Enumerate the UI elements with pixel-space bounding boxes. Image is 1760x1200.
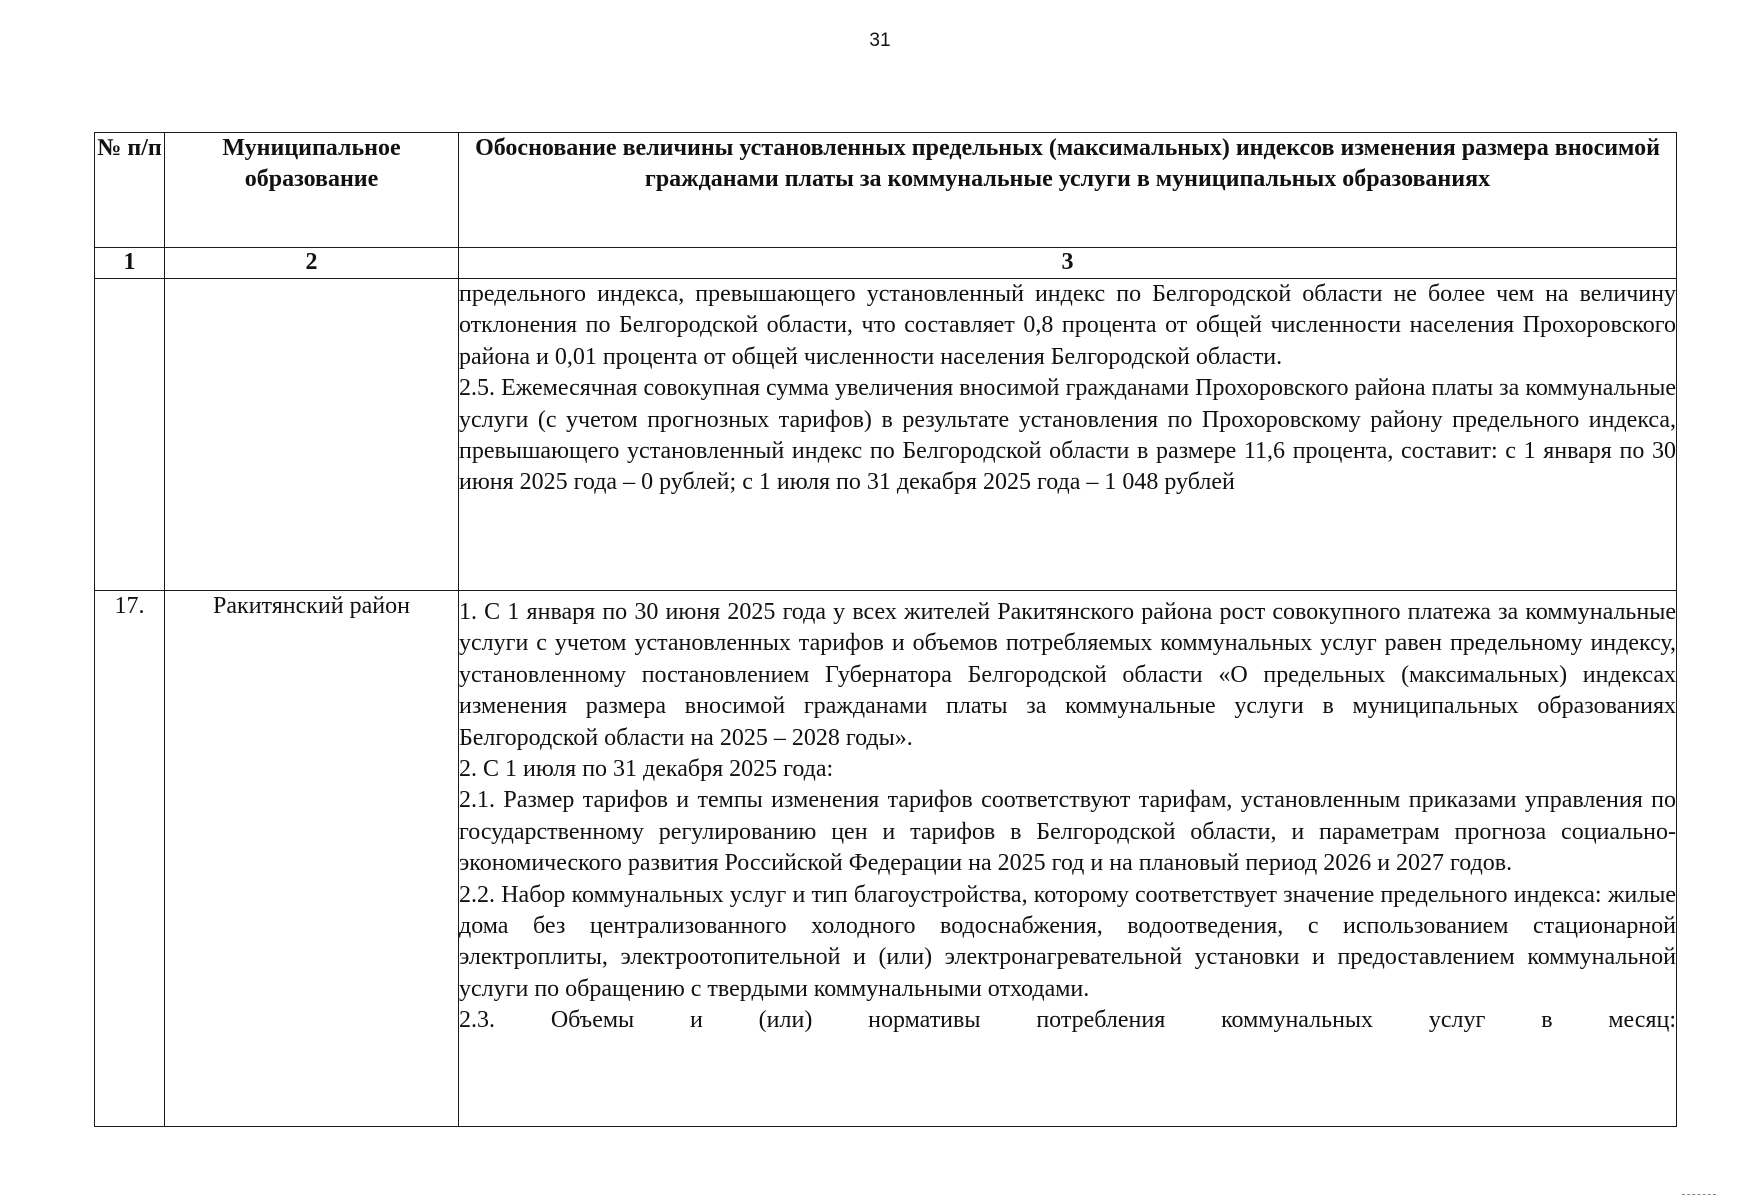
paragraph: предельного индекса, превышающего установленный индекс по Белгородской области не более чем на величину отклонения по Белгородской области, что составляет 0,8 процента от общей численности населения Прохоровского района и 0,01 процента от общей численности населения Белгородской области. [459, 281, 1676, 370]
paragraph: 2.2. Набор коммунальных услуг и тип благоустройства, которому соответствует значение предельного индекса: жилые дома без централизованного холодного водоснабжения, водоотведения, с использованием стационарной электроплиты, электроотопительной и (или) электронагревательной установки и предоставлением коммунальной услуги по обращению с твердыми коммунальными отходами. [459, 881, 1676, 1002]
row-justification [459, 591, 1677, 1127]
page-number: 31 [869, 30, 891, 51]
table-row [95, 279, 1677, 591]
column-number-2: 2 [165, 248, 459, 279]
table-row [95, 591, 1677, 1127]
table-header-row [95, 133, 1677, 248]
paragraph: 2.3. Объемы и (или) нормативы потребления коммунальных услуг в месяц: [459, 1007, 1676, 1034]
column-numbers-row [95, 248, 1677, 279]
header-municipality: Муниципальное образование [165, 133, 459, 248]
header-number: № п/п [95, 133, 165, 248]
column-number-1: 1 [95, 248, 165, 279]
paragraph: 2. С 1 июля по 31 декабря 2025 года: [459, 756, 834, 783]
row-number [95, 279, 165, 591]
row-number: 17. [95, 591, 165, 1127]
row-municipality: Ракитянский район [165, 591, 459, 1127]
indices-table [94, 132, 1677, 1127]
paragraph: 1. С 1 января по 30 июня 2025 года у всех жителей Ракитянского района рост совокупного платежа за коммунальные услуги с учетом установленных тарифов и объемов потребляемых коммунальных услуг равен предельному индексу, установленному постановлением Губернатора Белгородской области «О предельных (максимальных) индексах изменения размера вносимой гражданами платы за коммунальные услуги в муниципальных образованиях Белгородской области на 2025 – 2028 годы». [459, 599, 1676, 751]
header-justification: Обоснование величины установленных предельных (максимальных) индексов изменения размера вносимой гражданами платы за коммунальные услуги в муниципальных образованиях [459, 133, 1677, 248]
row-municipality [165, 279, 459, 591]
row-justification [459, 279, 1677, 591]
paragraph: 2.5. Ежемесячная совокупная сумма увеличения вносимой гражданами Прохоровского района платы за коммунальные услуги (с учетом прогнозных тарифов) в результате установления по Прохоровскому району предельного индекса, превышающего установленный индекс по Белгородской области в размере 11,6 процента, составит: с 1 января по 30 июня 2025 года – 0 рублей; с 1 июля по 31 декабря 2025 года – 1 048 рублей [459, 375, 1676, 496]
column-number-3: 3 [459, 248, 1677, 279]
scan-artifact [1682, 1194, 1716, 1195]
paragraph: 2.1. Размер тарифов и темпы изменения тарифов соответствуют тарифам, установленным приказами управления по государственному регулированию цен и тарифов в Белгородской области, и параметрам прогноза социально-экономического развития Российской Федерации на 2025 год и на плановый период 2026 и 2027 годов. [459, 787, 1676, 877]
